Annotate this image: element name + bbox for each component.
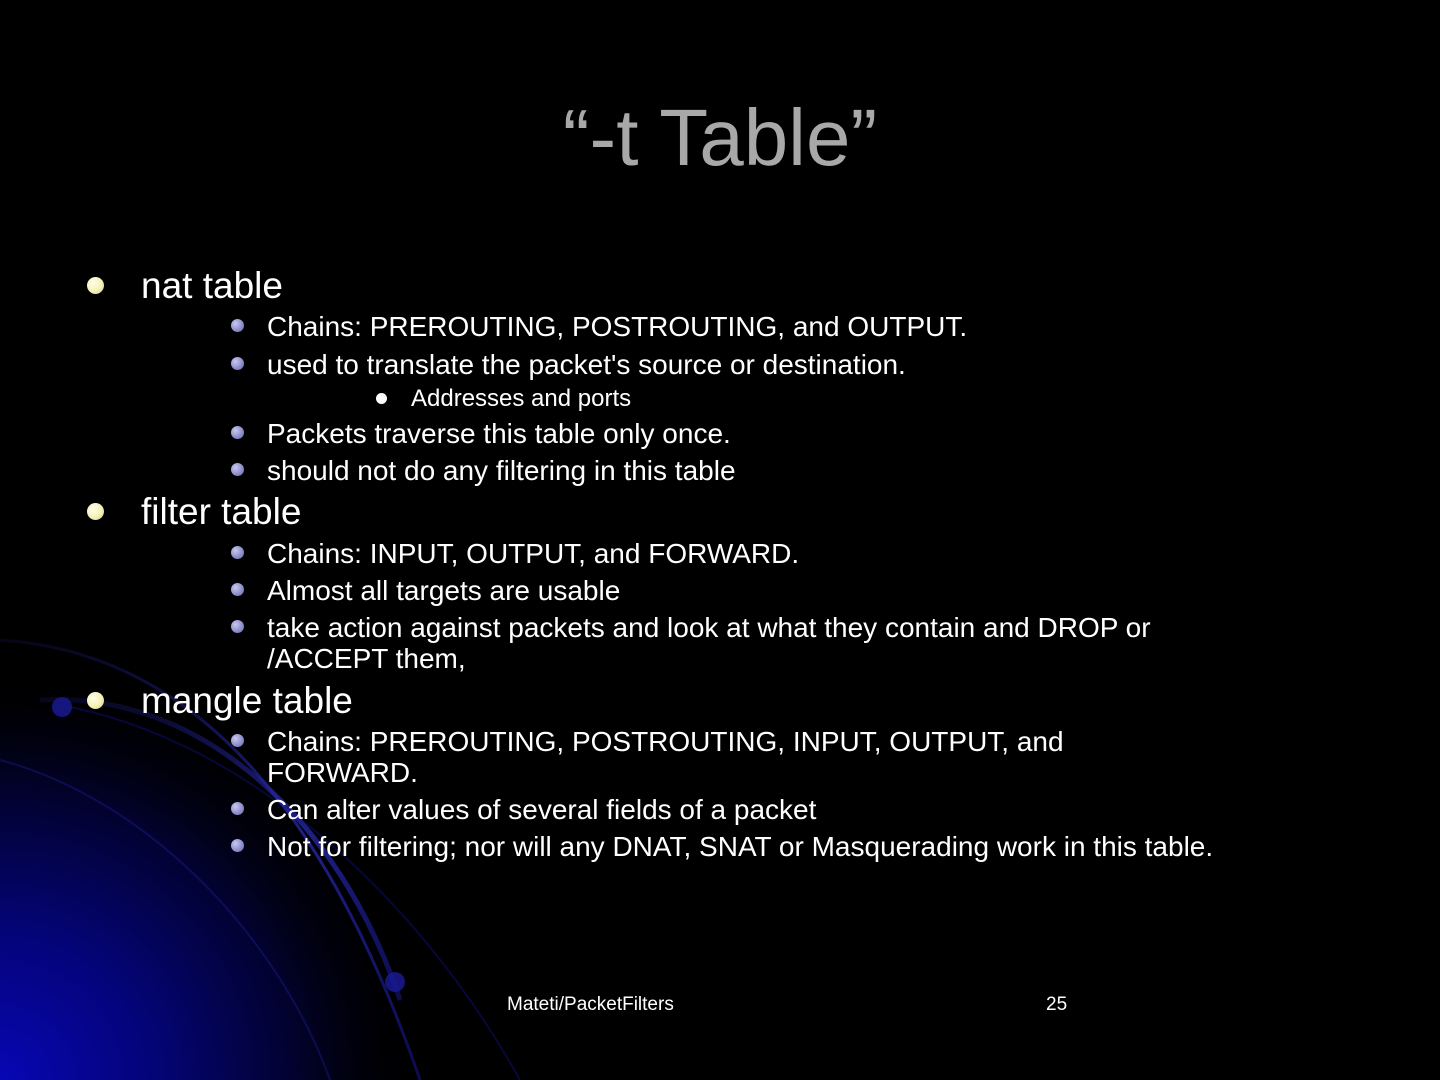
bullet-icon xyxy=(231,839,244,852)
footer-source: Mateti/PacketFilters xyxy=(507,994,674,1015)
list-item-continuation xyxy=(267,643,466,674)
list-item xyxy=(267,455,736,486)
list-item xyxy=(267,538,799,569)
list-item-text: Not for filtering; nor will any DNAT, SNAT or Masquerading work in this table. xyxy=(267,831,1214,862)
bullet-icon xyxy=(231,319,244,332)
bullet-icon xyxy=(231,426,244,439)
bullet-icon xyxy=(231,583,244,596)
sub-list-item xyxy=(411,385,631,413)
list-item-text: should not do any filtering in this table xyxy=(267,455,736,486)
section-label: filter table xyxy=(141,491,302,532)
list-item xyxy=(267,794,816,825)
list-item-text: used to translate the packet's source or destination. xyxy=(267,349,906,380)
section-nat-table xyxy=(141,266,283,306)
section-filter-table xyxy=(141,492,301,532)
sub-list-item-text: Addresses and ports xyxy=(411,385,632,412)
list-item-text: Can alter values of several fields of a packet xyxy=(267,794,817,825)
section-label: mangle table xyxy=(141,680,353,721)
bullet-icon xyxy=(231,463,244,476)
bullet-icon xyxy=(87,692,104,709)
list-item-text: Chains: PREROUTING, POSTROUTING, and OUTPUT. xyxy=(267,311,968,342)
footer-page-number: 25 xyxy=(1046,994,1068,1015)
section-label: nat table xyxy=(141,265,283,306)
bullet-icon xyxy=(231,734,244,747)
list-item xyxy=(267,311,967,342)
list-item-text: Chains: INPUT, OUTPUT, and FORWARD. xyxy=(267,538,800,569)
list-item xyxy=(267,418,731,449)
bullet-icon xyxy=(231,546,244,559)
list-item xyxy=(267,726,1064,757)
bullet-icon xyxy=(376,393,387,404)
bullet-icon xyxy=(231,802,244,815)
list-item-text: Chains: PREROUTING, POSTROUTING, INPUT, OUTPUT, and xyxy=(267,726,1064,757)
section-mangle-table xyxy=(141,681,353,721)
slide-title: “-t Table” xyxy=(562,93,878,182)
list-item-text: FORWARD. xyxy=(267,757,418,788)
list-item xyxy=(267,831,1213,862)
bullet-icon xyxy=(87,277,104,294)
list-item-text: /ACCEPT them, xyxy=(267,643,466,674)
list-item-continuation xyxy=(267,757,418,788)
bullet-icon xyxy=(87,503,104,520)
bullet-icon xyxy=(231,357,244,370)
list-item-text: take action against packets and look at what they contain and DROP or xyxy=(267,612,1151,643)
list-item xyxy=(267,575,620,606)
list-item xyxy=(267,349,906,380)
list-item xyxy=(267,612,1151,643)
list-item-text: Almost all targets are usable xyxy=(267,575,621,606)
bullet-icon xyxy=(231,620,244,633)
list-item-text: Packets traverse this table only once. xyxy=(267,418,731,449)
